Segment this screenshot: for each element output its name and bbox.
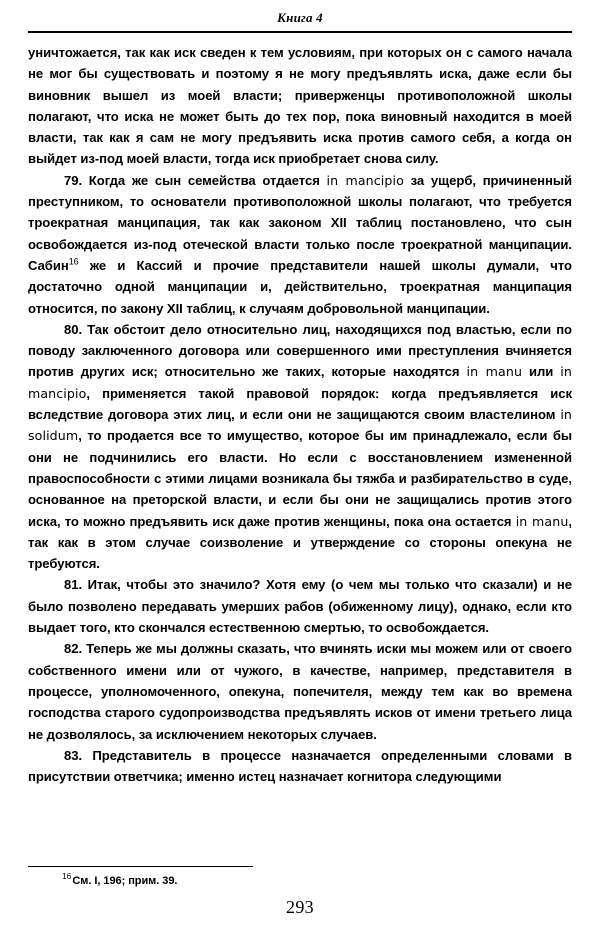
paragraph-80-text-part3: , применяется такой правовой порядок: когда предъявляется иск вследствие договора этих лиц, и если они не защищаются своим властелином [28, 385, 572, 423]
paragraph-83 [28, 745, 572, 788]
latin-term-in-mancipio-2: in mancipio [28, 364, 572, 401]
footnote-item-16 [28, 871, 572, 888]
paragraph-80-text-part2: или [522, 364, 561, 380]
running-head [28, 10, 572, 34]
page-number: 293 [286, 897, 314, 917]
paragraph-81-text: 81. Итак, чтобы это значило? Хотя ему (о чем мы только что сказали) и не было позволено передавать умерших рабов (обиженному лицу), однако, если кто выдает того, кто скончался естественною смертью, то освобождается. [28, 577, 572, 636]
paragraph-80-text-part1: 80. Так обстоит дело относительно лиц, находящихся под властью, если по поводу заключенного договора или совершенного ими преступления вчиняется против других иск; относительно же таких, которые находятся [28, 321, 572, 380]
footnote-marker-16: 16 [62, 871, 72, 882]
paragraph-79-text-part2: за ущерб, причиненный преступником, то основатели противоположной школы полагают, что требуется троекратная манципация, так как законом XII таблиц постановлено, что сын освобождается из-под отеческой власти только после троекратной манципации. Сабин [28, 172, 572, 273]
latin-term-in-manu-2: in manu [515, 513, 569, 529]
paragraph-81 [28, 574, 572, 638]
paragraph-82 [28, 638, 572, 744]
paragraph-79-text-part3: же и Кассий и прочие представители нашей школы думали, что достаточно одной манципации и, действительно, троекратная манципация относится, по закону XII таблиц, к случаям добровольной манципации. [28, 257, 572, 316]
footnote-area [28, 866, 572, 888]
paragraph-80-text-part4: , то продается все то имущество, которое бы им принадлежало, если бы они не подчинились его власти. Но если с восстановлением измененной правоспособности с этими лицами возникала бы тяжба и разбирательство в суде, основанное на преторской власти, и если бы они не защищались против этого иска, то можно предъявить иск даже против женщины, пока она остается [28, 428, 572, 529]
latin-term-in-manu-1: in manu [466, 364, 523, 380]
paragraph-continued-text: уничтожается, так как иск сведен к тем условиям, при которых он с самого начала не мог бы существовать и поэтому я не могу предъявлять иска, даже если бы виновник вышел из моей власти; приверженцы противоположной школы полагают, что иска не может быть до тех пор, пока виновный находится в моей власти, так как я сам не могу предъявить иска против самого себя, а когда он выйдет из-под моей власти, тогда иск приобретает снова силу. [28, 45, 572, 167]
paragraph-79-text-part1: 79. Когда же сын семейства отдается [64, 172, 327, 188]
running-head-title: Книга 4 [277, 10, 323, 25]
running-head-rule [28, 31, 572, 33]
latin-term-in-mancipio: in mancipio [326, 172, 404, 188]
body-text-block [28, 42, 572, 787]
footnote-text-16: См. I, 196; прим. 39. [72, 875, 178, 887]
footnote-separator-rule [28, 866, 253, 867]
latin-term-in-solidum: in solidum [28, 407, 572, 444]
paragraph-82-text: 82. Теперь же мы должны сказать, что вчинять иски мы можем или от своего собственного имени или от чужого, в качестве, например, представителя в процессе, уполномоченного, опекуна, попечителя, между тем как во времена господства старого судопроизводства предъявлять исков от имени третьего лица не дозволялось, за исключением некоторых случаев. [28, 641, 572, 742]
paragraph-80-text-part5: , так как в этом случае соизволение и утверждение со стороны опекуна не требуются. [28, 513, 572, 572]
paragraph-80 [28, 319, 572, 575]
paragraph-continued [28, 42, 572, 170]
footnote-reference-16[interactable]: 16 [68, 256, 79, 267]
paragraph-83-text: 83. Представитель в процессе назначается определенными словами в присутствии ответчика; именно истец назначает когнитора следующими [28, 747, 572, 785]
paragraph-79 [28, 170, 572, 319]
